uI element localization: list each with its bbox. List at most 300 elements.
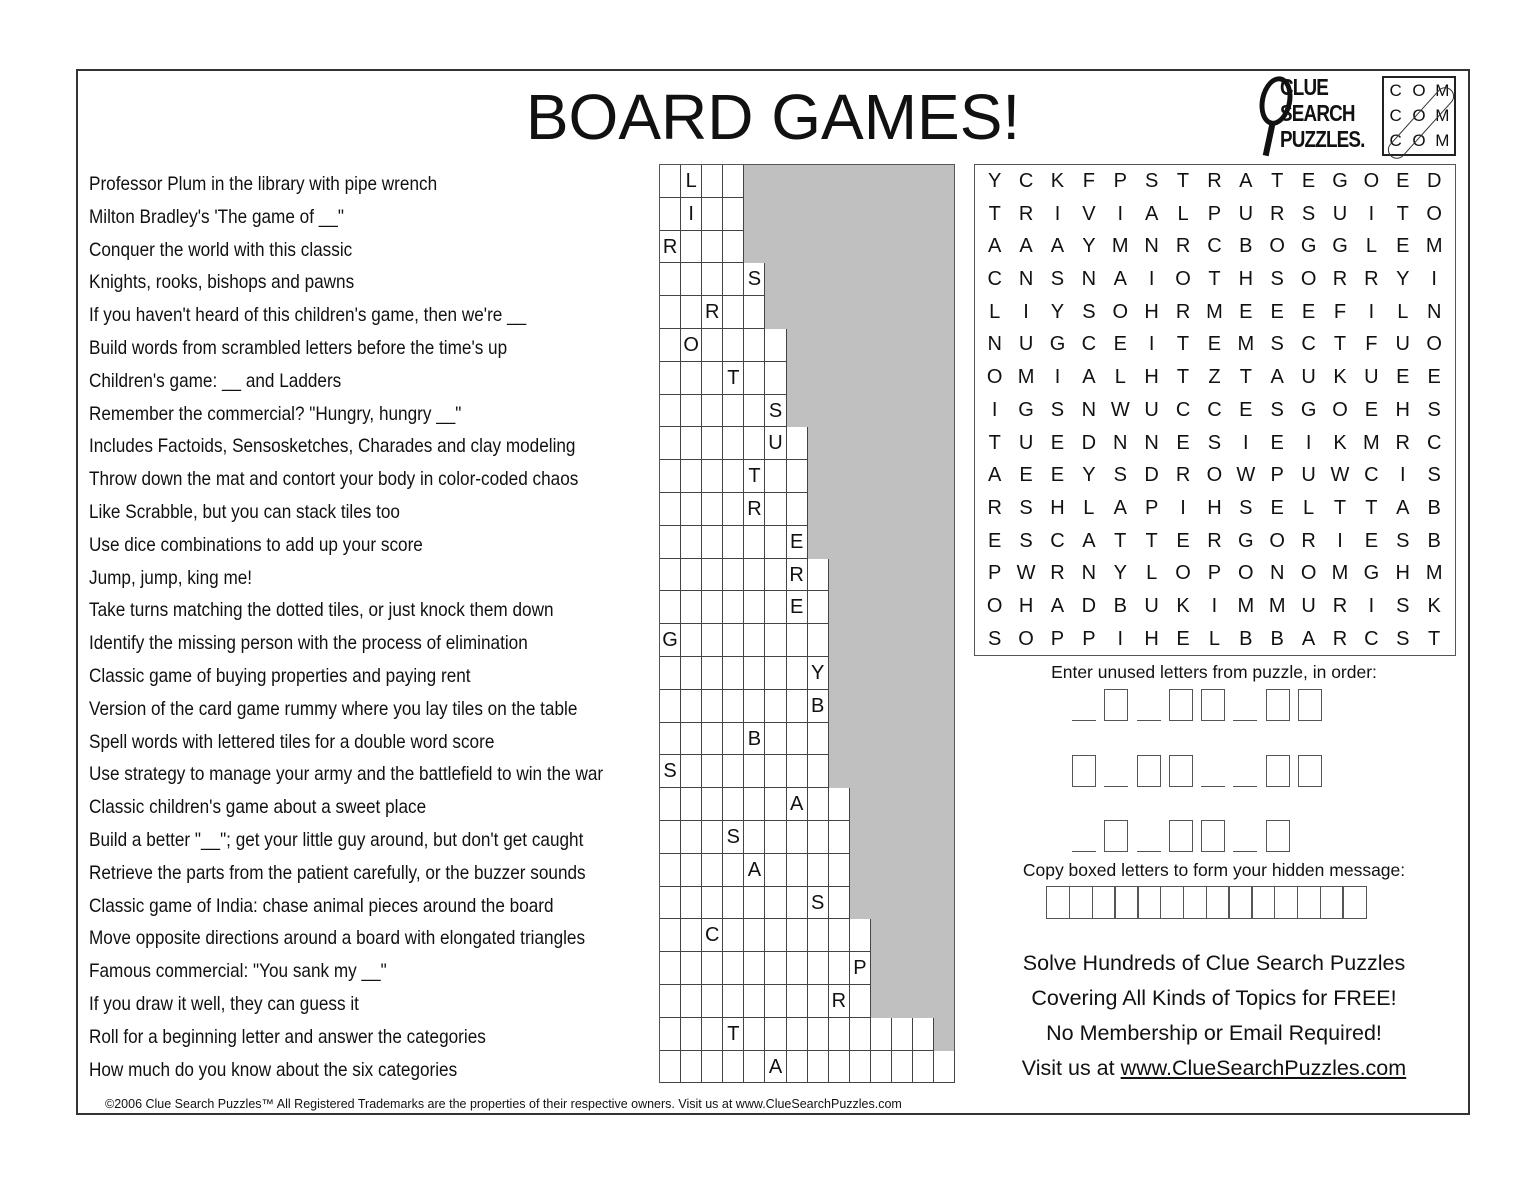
word-search-letter[interactable]: S <box>1270 333 1284 356</box>
answer-cell[interactable] <box>723 165 744 198</box>
word-search-letter[interactable]: A <box>1239 170 1253 192</box>
answer-cell[interactable] <box>681 493 702 526</box>
word-search-letter[interactable]: E <box>1270 300 1284 323</box>
word-search-letter[interactable]: I <box>1023 300 1029 323</box>
answer-cell[interactable] <box>723 919 744 952</box>
answer-cell[interactable] <box>765 362 786 395</box>
word-search-letter[interactable]: N <box>1144 235 1159 258</box>
answer-cell[interactable]: S <box>723 821 744 854</box>
word-search-letter[interactable]: M <box>1363 431 1380 454</box>
answer-cell[interactable] <box>744 755 765 788</box>
boxed-letter-slot[interactable] <box>1199 819 1231 853</box>
word-search-letter[interactable]: S <box>1396 594 1410 617</box>
word-search-letter[interactable]: O <box>1175 268 1191 291</box>
word-search-letter[interactable]: U <box>1238 202 1254 225</box>
answer-cell[interactable] <box>808 788 829 821</box>
answer-cell[interactable]: T <box>723 362 744 395</box>
answer-cell[interactable] <box>744 427 765 460</box>
word-search-letter[interactable]: R <box>1395 431 1410 454</box>
word-search-letter[interactable]: S <box>1144 170 1159 192</box>
word-search-letter[interactable]: K <box>1333 366 1347 389</box>
word-search-letter[interactable]: L <box>1114 366 1126 389</box>
answer-cell[interactable] <box>702 493 723 526</box>
word-search-letter[interactable]: O <box>1300 268 1317 291</box>
word-search-letter[interactable]: H <box>1144 366 1159 389</box>
word-search-letter[interactable]: S <box>1239 496 1253 519</box>
answer-cell[interactable] <box>702 198 723 231</box>
word-search-letter[interactable]: I <box>1148 333 1155 356</box>
word-search-letter[interactable]: Z <box>1208 366 1221 389</box>
word-search-letter[interactable]: I <box>1243 431 1249 454</box>
word-search-letter[interactable]: R <box>1175 464 1191 487</box>
word-search-letter[interactable]: E <box>1176 431 1190 454</box>
answer-cell[interactable] <box>765 526 786 559</box>
word-search-letter[interactable]: H <box>1207 496 1222 519</box>
word-search-letter[interactable]: M <box>1237 333 1255 356</box>
answer-cell[interactable] <box>765 559 786 592</box>
answer-cell[interactable] <box>681 1018 702 1051</box>
answer-cell[interactable] <box>660 395 681 428</box>
answer-cell[interactable] <box>681 296 702 329</box>
answer-cell[interactable] <box>660 362 681 395</box>
answer-cell[interactable]: R <box>829 985 850 1018</box>
word-search-letter[interactable]: U <box>1332 202 1348 225</box>
word-search-letter[interactable]: S <box>1019 496 1033 519</box>
answer-cell[interactable] <box>681 395 702 428</box>
answer-cell[interactable] <box>702 788 723 821</box>
answer-cell[interactable] <box>829 887 850 920</box>
word-search-letter[interactable]: E <box>1050 431 1065 454</box>
word-search-letter[interactable]: B <box>1113 594 1127 617</box>
answer-cell[interactable] <box>787 460 808 493</box>
hidden-message-box[interactable] <box>1228 886 1252 919</box>
word-search-letter[interactable]: A <box>1113 268 1127 291</box>
answer-cell[interactable] <box>681 887 702 920</box>
answer-cell[interactable] <box>660 887 681 920</box>
boxed-letter-slot[interactable] <box>1264 754 1296 788</box>
answer-cell[interactable] <box>702 526 723 559</box>
word-search-letter[interactable]: U <box>1144 594 1159 617</box>
word-search-letter[interactable]: E <box>1364 398 1379 421</box>
word-search-letter[interactable]: A <box>1050 235 1065 258</box>
word-search-letter[interactable]: Y <box>1396 268 1410 291</box>
answer-cell[interactable] <box>808 1018 829 1051</box>
word-search-letter[interactable]: O <box>1238 562 1254 585</box>
boxed-letter-slot[interactable] <box>1199 688 1231 722</box>
word-search-letter[interactable]: B <box>1239 627 1253 650</box>
letter-slot[interactable] <box>1231 819 1263 853</box>
answer-cell[interactable] <box>702 559 723 592</box>
word-search-letter[interactable]: E <box>1270 431 1284 454</box>
word-search-letter[interactable]: L <box>1177 202 1189 225</box>
answer-cell[interactable] <box>913 1018 934 1051</box>
word-search-letter[interactable]: Y <box>988 170 1002 192</box>
boxed-letter-slot[interactable] <box>1167 754 1199 788</box>
answer-cell[interactable] <box>744 821 765 854</box>
answer-cell[interactable] <box>723 887 744 920</box>
answer-cell[interactable] <box>681 657 702 690</box>
answer-cell[interactable]: R <box>787 559 808 592</box>
answer-cell[interactable] <box>744 952 765 985</box>
answer-cell[interactable] <box>871 1051 892 1084</box>
answer-cell[interactable] <box>681 952 702 985</box>
answer-cell[interactable]: S <box>808 887 829 920</box>
answer-cell[interactable] <box>829 854 850 887</box>
boxed-letter-slot[interactable] <box>1102 688 1134 722</box>
answer-cell[interactable] <box>808 624 829 657</box>
answer-cell[interactable] <box>723 493 744 526</box>
answer-cell[interactable] <box>787 624 808 657</box>
word-search-letter[interactable]: C <box>1301 333 1316 356</box>
word-search-letter[interactable]: M <box>1111 235 1129 258</box>
answer-cell[interactable] <box>765 952 786 985</box>
word-search-letter[interactable]: P <box>988 562 1002 585</box>
answer-cell[interactable] <box>702 887 723 920</box>
answer-cell[interactable] <box>808 919 829 952</box>
answer-cell[interactable] <box>660 263 681 296</box>
answer-cell[interactable] <box>744 329 765 362</box>
word-search-letter[interactable]: E <box>1427 366 1441 389</box>
word-search-letter[interactable]: I <box>991 398 998 421</box>
boxed-letter-slot[interactable] <box>1070 754 1102 788</box>
hidden-message-box[interactable] <box>1092 886 1116 919</box>
answer-cell[interactable] <box>765 1018 786 1051</box>
word-search-letter[interactable]: C <box>1050 529 1065 552</box>
answer-cell[interactable] <box>702 854 723 887</box>
answer-cell[interactable] <box>723 723 744 756</box>
letter-slot[interactable] <box>1135 688 1167 722</box>
answer-cell[interactable] <box>744 526 765 559</box>
answer-cell[interactable] <box>660 460 681 493</box>
word-search-letter[interactable]: N <box>1081 268 1097 291</box>
answer-cell[interactable] <box>765 887 786 920</box>
answer-cell[interactable] <box>660 165 681 198</box>
word-search-letter[interactable]: A <box>988 235 1002 258</box>
answer-cell[interactable]: B <box>808 690 829 723</box>
answer-cell[interactable] <box>702 723 723 756</box>
answer-cell[interactable] <box>765 755 786 788</box>
word-search-letter[interactable]: C <box>987 268 1002 291</box>
word-search-letter[interactable]: H <box>1050 496 1065 519</box>
word-search-letter[interactable]: B <box>1427 529 1441 552</box>
word-search-letter[interactable]: I <box>1368 594 1375 617</box>
answer-cell[interactable] <box>808 821 829 854</box>
answer-cell[interactable] <box>681 788 702 821</box>
word-search-letter[interactable]: S <box>988 627 1002 650</box>
answer-cell[interactable] <box>702 755 723 788</box>
answer-cell[interactable] <box>681 460 702 493</box>
word-search-letter[interactable]: O <box>1206 464 1223 487</box>
boxed-letter-slot[interactable] <box>1135 754 1167 788</box>
word-search-letter[interactable]: I <box>1117 202 1124 225</box>
answer-cell[interactable] <box>787 821 808 854</box>
word-search-letter[interactable]: C <box>1207 235 1222 258</box>
answer-cell[interactable] <box>744 887 765 920</box>
answer-cell[interactable] <box>702 362 723 395</box>
answer-cell[interactable] <box>787 690 808 723</box>
answer-cell[interactable] <box>934 1051 955 1084</box>
word-search-letter[interactable]: U <box>1364 366 1379 389</box>
answer-cell[interactable] <box>850 1051 871 1084</box>
answer-cell[interactable] <box>660 559 681 592</box>
answer-cell[interactable] <box>765 329 786 362</box>
word-search-letter[interactable]: R <box>987 496 1002 519</box>
word-search-letter[interactable]: F <box>1082 170 1095 192</box>
word-search-letter[interactable]: B <box>1239 235 1253 258</box>
word-search-letter[interactable]: I <box>1368 202 1375 225</box>
word-search-letter[interactable]: R <box>1175 300 1191 323</box>
answer-cell[interactable] <box>787 985 808 1018</box>
answer-cell[interactable] <box>723 788 744 821</box>
word-search-letter[interactable]: L <box>1397 300 1409 323</box>
answer-cell[interactable] <box>808 723 829 756</box>
word-search-letter[interactable]: C <box>1207 398 1222 421</box>
answer-cell[interactable] <box>765 690 786 723</box>
answer-cell[interactable] <box>787 854 808 887</box>
answer-cell[interactable]: R <box>660 231 681 264</box>
word-search-letter[interactable]: R <box>1332 268 1348 291</box>
answer-cell[interactable] <box>660 657 681 690</box>
answer-cell[interactable]: T <box>723 1018 744 1051</box>
word-search-letter[interactable]: A <box>1082 366 1096 389</box>
word-search-letter[interactable]: I <box>1211 594 1218 617</box>
word-search-letter[interactable]: T <box>1396 202 1409 225</box>
word-search-letter[interactable]: R <box>1207 529 1222 552</box>
word-search-letter[interactable]: S <box>1019 529 1033 552</box>
word-search-letter[interactable]: M <box>1017 366 1035 389</box>
answer-cell[interactable] <box>787 1018 808 1051</box>
answer-cell[interactable] <box>787 723 808 756</box>
word-search-letter[interactable]: O <box>1426 333 1442 356</box>
answer-cell[interactable] <box>744 395 765 428</box>
answer-cell[interactable] <box>702 624 723 657</box>
answer-cell[interactable] <box>892 1051 913 1084</box>
answer-cell[interactable] <box>702 821 723 854</box>
word-search-letter[interactable]: R <box>1207 170 1222 192</box>
answer-cell[interactable] <box>681 854 702 887</box>
answer-cell[interactable]: I <box>681 198 702 231</box>
answer-cell[interactable] <box>723 526 744 559</box>
answer-cell[interactable] <box>808 952 829 985</box>
answer-cell[interactable] <box>744 624 765 657</box>
word-search-letter[interactable]: R <box>1050 562 1065 585</box>
answer-cell[interactable]: R <box>744 493 765 526</box>
answer-cell[interactable] <box>702 231 723 264</box>
answer-cell[interactable]: E <box>787 591 808 624</box>
word-search-letter[interactable]: N <box>1426 300 1442 323</box>
answer-cell[interactable]: L <box>681 165 702 198</box>
word-search-letter[interactable]: M <box>1425 562 1443 585</box>
word-search-letter[interactable]: S <box>1301 202 1316 225</box>
answer-cell[interactable] <box>660 985 681 1018</box>
answer-cell[interactable] <box>808 755 829 788</box>
answer-cell[interactable] <box>723 296 744 329</box>
word-search-letter[interactable]: T <box>1239 366 1252 389</box>
word-search-letter[interactable]: L <box>989 300 1001 323</box>
answer-cell[interactable] <box>681 231 702 264</box>
answer-cell[interactable] <box>681 427 702 460</box>
word-search-letter[interactable]: T <box>1176 333 1190 356</box>
answer-cell[interactable] <box>744 690 765 723</box>
word-search-letter[interactable]: R <box>1364 268 1379 291</box>
word-search-letter[interactable]: L <box>1303 496 1315 519</box>
word-search-letter[interactable]: P <box>1207 562 1222 585</box>
hidden-message-box[interactable] <box>1137 886 1161 919</box>
answer-cell[interactable] <box>681 559 702 592</box>
word-search-letter[interactable]: C <box>1364 627 1379 650</box>
answer-cell[interactable] <box>808 1051 829 1084</box>
word-search-letter[interactable]: A <box>1396 496 1410 519</box>
word-search-letter[interactable]: W <box>1016 562 1036 585</box>
word-search-letter[interactable]: G <box>1018 398 1034 421</box>
word-search-letter[interactable]: O <box>1018 627 1034 650</box>
word-search-letter[interactable]: U <box>1018 431 1034 454</box>
word-search-letter[interactable]: A <box>1113 496 1127 519</box>
word-search-letter[interactable]: W <box>1330 464 1350 487</box>
answer-cell[interactable] <box>723 395 744 428</box>
answer-cell[interactable]: S <box>660 755 681 788</box>
answer-cell[interactable] <box>829 952 850 985</box>
answer-cell[interactable] <box>723 329 744 362</box>
boxed-letter-slot[interactable] <box>1296 754 1328 788</box>
word-search-letter[interactable]: G <box>1363 562 1380 585</box>
word-search-letter[interactable]: S <box>1082 300 1096 323</box>
word-search-letter[interactable]: E <box>1019 464 1033 487</box>
answer-cell[interactable] <box>681 985 702 1018</box>
answer-cell[interactable] <box>744 1051 765 1084</box>
answer-cell[interactable] <box>681 821 702 854</box>
word-search-letter[interactable]: M <box>1331 562 1349 585</box>
answer-cell[interactable] <box>681 624 702 657</box>
word-search-letter[interactable]: R <box>1332 594 1348 617</box>
answer-cell[interactable] <box>660 952 681 985</box>
answer-cell[interactable] <box>660 723 681 756</box>
word-search-letter[interactable]: D <box>1426 170 1442 192</box>
answer-cell[interactable]: P <box>850 952 871 985</box>
word-search-letter[interactable]: M <box>1206 300 1223 323</box>
answer-cell[interactable] <box>808 591 829 624</box>
answer-cell[interactable] <box>681 919 702 952</box>
answer-cell[interactable] <box>660 591 681 624</box>
answer-cell[interactable] <box>808 854 829 887</box>
word-search-letter[interactable]: E <box>1396 366 1410 389</box>
word-search-letter[interactable]: P <box>1050 627 1065 650</box>
word-search-letter[interactable]: B <box>1427 496 1441 519</box>
word-search-letter[interactable]: E <box>1364 529 1379 552</box>
answer-cell[interactable] <box>681 591 702 624</box>
answer-cell[interactable] <box>765 723 786 756</box>
answer-cell[interactable] <box>660 919 681 952</box>
answer-cell[interactable] <box>660 526 681 559</box>
word-search-letter[interactable]: T <box>1271 170 1284 192</box>
answer-cell[interactable] <box>660 296 681 329</box>
word-search-letter[interactable]: H <box>1395 562 1410 585</box>
word-search-letter[interactable]: H <box>1018 594 1034 617</box>
answer-cell[interactable] <box>702 985 723 1018</box>
answer-cell[interactable] <box>702 657 723 690</box>
word-search-letter[interactable]: P <box>1270 464 1284 487</box>
boxed-letter-slot[interactable] <box>1296 688 1328 722</box>
word-search-letter[interactable]: S <box>1207 431 1222 454</box>
word-search-letter[interactable]: I <box>1368 300 1375 323</box>
word-search-letter[interactable]: I <box>1054 202 1061 225</box>
word-search-letter[interactable]: O <box>1269 235 1285 258</box>
answer-cell[interactable]: G <box>660 624 681 657</box>
answer-cell[interactable] <box>787 755 808 788</box>
word-search-letter[interactable]: I <box>1117 627 1124 650</box>
hidden-message-box[interactable] <box>1069 886 1093 919</box>
word-search-letter[interactable]: E <box>1301 300 1316 323</box>
word-search-letter[interactable]: E <box>1176 627 1190 650</box>
word-search-letter[interactable]: O <box>986 366 1003 389</box>
word-search-letter[interactable]: H <box>1238 268 1254 291</box>
answer-cell[interactable] <box>744 1018 765 1051</box>
word-search-letter[interactable]: I <box>1148 268 1155 291</box>
answer-cell[interactable]: Y <box>808 657 829 690</box>
boxed-letter-slot[interactable] <box>1264 688 1296 722</box>
word-search-letter[interactable]: A <box>1270 366 1284 389</box>
answer-cell[interactable] <box>723 690 744 723</box>
word-search-letter[interactable]: E <box>1050 464 1065 487</box>
word-search-letter[interactable]: N <box>1018 268 1034 291</box>
hidden-message-box[interactable] <box>1114 886 1138 919</box>
answer-cell[interactable] <box>660 198 681 231</box>
answer-cell[interactable] <box>681 526 702 559</box>
answer-cell[interactable] <box>723 559 744 592</box>
answer-cell[interactable] <box>702 591 723 624</box>
word-search-letter[interactable]: O <box>1332 398 1348 421</box>
answer-cell[interactable] <box>702 395 723 428</box>
word-search-letter[interactable]: D <box>1081 431 1097 454</box>
word-search-letter[interactable]: L <box>1365 235 1377 258</box>
word-search-letter[interactable]: N <box>1081 562 1097 585</box>
word-search-letter[interactable]: E <box>988 529 1002 552</box>
answer-cell[interactable] <box>660 493 681 526</box>
hidden-message-box[interactable] <box>1320 886 1344 919</box>
answer-cell[interactable] <box>829 821 850 854</box>
word-search-letter[interactable]: E <box>1207 333 1222 356</box>
answer-cell[interactable] <box>702 690 723 723</box>
boxed-letter-slot[interactable] <box>1167 819 1199 853</box>
answer-cell[interactable] <box>829 788 850 821</box>
word-search-letter[interactable]: D <box>1144 464 1159 487</box>
answer-cell[interactable] <box>765 821 786 854</box>
answer-cell[interactable] <box>850 985 871 1018</box>
answer-cell[interactable] <box>787 427 808 460</box>
word-search-letter[interactable]: G <box>1238 529 1254 552</box>
answer-cell[interactable] <box>787 887 808 920</box>
answer-cell[interactable] <box>723 624 744 657</box>
word-search-letter[interactable]: S <box>1270 398 1284 421</box>
answer-cell[interactable] <box>660 1051 681 1084</box>
answer-cell[interactable] <box>744 559 765 592</box>
word-search-letter[interactable]: B <box>1270 627 1284 650</box>
answer-cell[interactable] <box>702 165 723 198</box>
answer-cell[interactable] <box>681 1051 702 1084</box>
word-search-letter[interactable]: C <box>1175 398 1191 421</box>
word-search-letter[interactable]: D <box>1081 594 1097 617</box>
word-search-letter[interactable]: K <box>1176 594 1190 617</box>
letter-slot[interactable] <box>1070 688 1102 722</box>
word-search-letter[interactable]: S <box>1427 398 1441 421</box>
answer-cell[interactable]: A <box>744 854 765 887</box>
letter-slot[interactable] <box>1231 688 1263 722</box>
answer-cell[interactable] <box>765 788 786 821</box>
hidden-message-box[interactable] <box>1160 886 1184 919</box>
word-search-letter[interactable]: G <box>1332 170 1348 192</box>
hidden-message-box[interactable] <box>1297 886 1321 919</box>
word-search-letter[interactable]: Y <box>1082 464 1096 487</box>
